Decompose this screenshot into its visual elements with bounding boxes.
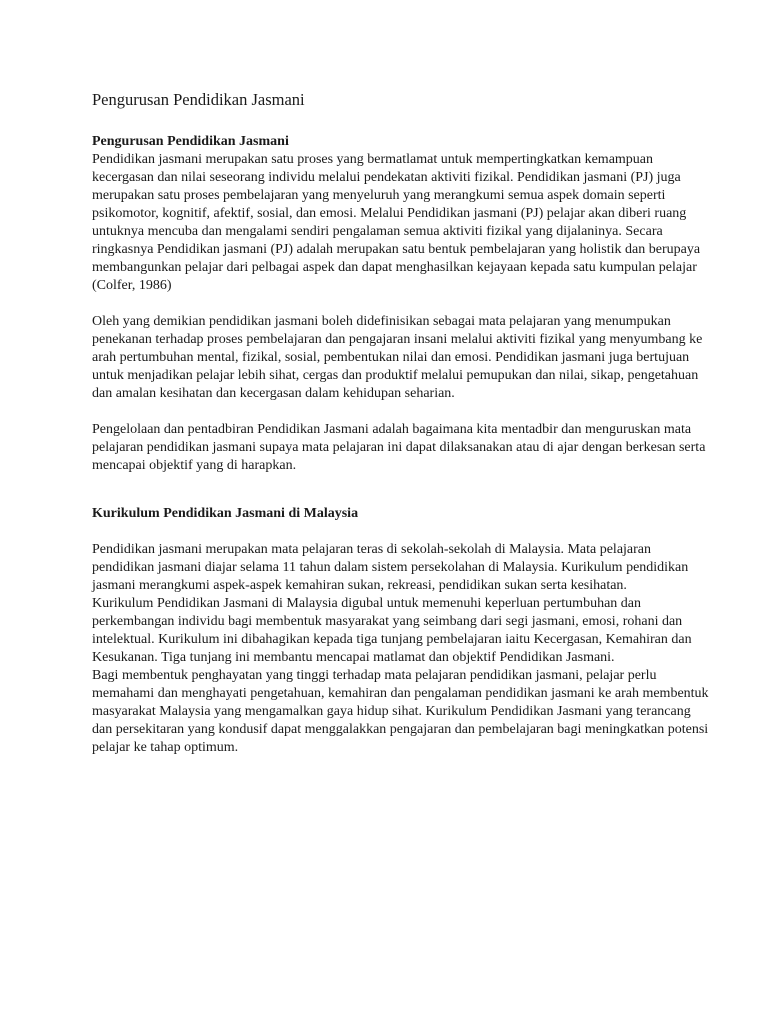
document-page [92, 88, 712, 757]
section-heading-pengurusan: Pengurusan Pendidikan Jasmani [92, 134, 289, 149]
document-title: Pengurusan Pendidikan Jasmani [92, 90, 305, 109]
paragraph-spacer [92, 295, 712, 313]
paragraph-pengurusan-2: Oleh yang demikian pendidikan jasmani boleh didefinisikan sebagai mata pelajaran yang menumpukan penekanan terhadap proses pembelajaran dan pengajaran insani melalui aktiviti fizikal yang menyumbang ke arah pertumbuhan mental, fizikal, sosial, pembentukan nilai dan emosi. Pendidikan jasmani juga bertujuan untuk menjadikan pelajar lebih sihat, cergas dan produktif melalui pemupukan dan nilai, sikap, pengetahuan dan amalan kesihatan dan kecergasan dalam kehidupan seharian. [92, 314, 703, 401]
section-spacer [92, 475, 712, 505]
paragraph-kurikulum-1: Pendidikan jasmani merupakan mata pelajaran teras di sekolah-sekolah di Malaysia. Mata pelajaran pendidikan jasmani diajar selama 11 tahun dalam sistem persekolahan di Malaysia. Kurikulum pendidikan jasmani merangkumi aspek-aspek kemahiran sukan, rekreasi, pendidikan sukan serta kesihatan. [92, 542, 689, 593]
paragraph-kurikulum-3: Bagi membentuk penghayatan yang tinggi terhadap mata pelajaran pendidikan jasmani, pelajar perlu memahami dan menghayati pengetahuan, kemahiran dan pengalaman pendidikan jasmani ke arah membentuk masyarakat Malaysia yang mengamalkan gaya hidup sihat. Kurikulum Pendidikan Jasmani yang terancang dan persekitaran yang kondusif dapat menggalakkan pengajaran dan pembelajaran bagi meningkatkan potensi pelajar ke tahap optimum. [92, 668, 709, 755]
section-heading-kurikulum: Kurikulum Pendidikan Jasmani di Malaysia [92, 506, 359, 521]
paragraph-pengurusan-3: Pengelolaan dan pentadbiran Pendidikan Jasmani adalah bagaimana kita mentadbir dan menguruskan mata pelajaran pendidikan jasmani supaya mata pelajaran ini dapat dilaksanakan atau di ajar dengan berkesan serta mencapai objektif yang di harapkan. [92, 422, 706, 473]
paragraph-pengurusan-1: Pendidikan jasmani merupakan satu proses yang bermatlamat untuk mempertingkatkan kemampuan kecergasan dan nilai seseorang individu melalui pendekatan aktiviti fizikal. Pendidikan jasmani (PJ) juga merupakan satu proses pembelajaran yang menyeluruh yang merangkumi semua aspek domain seperti psikomotor, kognitif, afektif, sosial, dan emosi. Melalui Pendidikan jasmani (PJ) pelajar akan diberi ruang untuknya mencuba dan mengalami sendiri pengalaman semua aktiviti fizikal yang dijalaninya. Secara ringkasnya Pendidikan jasmani (PJ) adalah merupakan satu bentuk pembelajaran yang holistik dan berupaya membangunkan pelajar dari pelbagai aspek dan dapat menghasilkan kejayaan kepada satu kumpulan pelajar (Colfer, 1986) [92, 152, 701, 293]
paragraph-spacer [92, 523, 712, 541]
paragraph-spacer [92, 403, 712, 421]
paragraph-kurikulum-2: Kurikulum Pendidikan Jasmani di Malaysia digubal untuk memenuhi keperluan pertumbuhan dan perkembangan individu bagi membentuk masyarakat yang seimbang dari segi jasmani, emosi, rohani dan intelektual. Kurikulum ini dibahagikan kepada tiga tunjang pembelajaran iaitu Kecergasan, Kemahiran dan Kesukanan. Tiga tunjang ini membantu mencapai matlamat dan objektif Pendidikan Jasmani. [92, 596, 692, 665]
